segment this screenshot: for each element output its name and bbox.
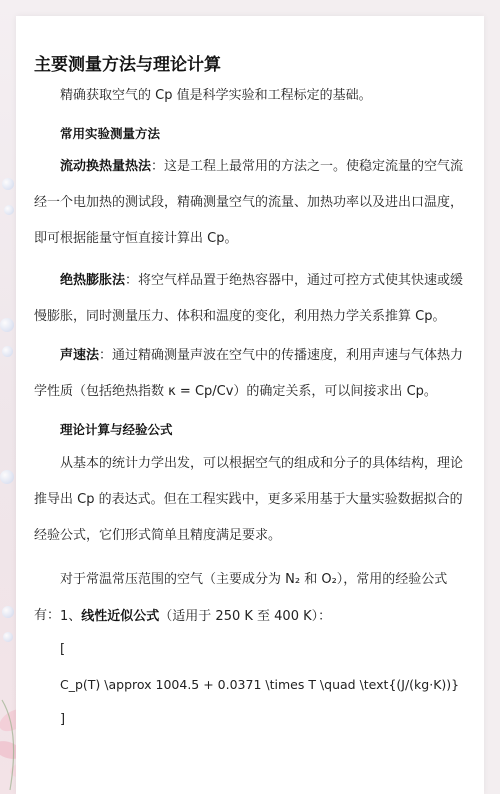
document-page <box>16 16 484 794</box>
method-name: 声速法 <box>60 348 100 363</box>
formula-intro-paragraph: 对于常温常压范围的空气（主要成分为 N₂ 和 O₂），常用的经验公式有： <box>34 572 448 623</box>
decorative-bubble <box>3 632 13 642</box>
method-name: 绝热膨胀法 <box>60 273 126 288</box>
method-paragraph <box>34 149 464 257</box>
intro-paragraph: 精确获取空气的 Cp 值是科学实验和工程标定的基础。 <box>60 88 372 103</box>
formula-range: （适用于 250 K 至 400 K）： <box>159 609 332 624</box>
bracket-open: [ <box>60 642 66 657</box>
decorative-bubble <box>2 606 14 618</box>
decorative-bubble <box>2 178 14 190</box>
formula-name: 线性近似公式 <box>81 609 160 624</box>
theory-paragraph: 从基本的统计力学出发，可以根据空气的组成和分子的具体结构，理论推导出 Cp 的表达式。但在工程实践中，更多采用基于大量实验数据拟合的经验公式，它们形式简单且精度满足要求。 <box>34 456 464 543</box>
page-title: 主要测量方法与理论计算 <box>34 55 221 75</box>
formula-list-item <box>60 605 331 624</box>
method-text: ：将空气样品置于绝热容器中，通过可控方式使其快速或缓慢膨胀，同时测量压力、体积和温度的变化，利用热力学关系推算 Cp。 <box>34 273 464 324</box>
list-number: 1、 <box>60 609 82 624</box>
section-heading-theory: 理论计算与经验公式 <box>60 422 173 437</box>
bracket-close: ] <box>60 712 66 727</box>
method-text: ：这是工程上最常用的方法之一。使稳定流量的空气流经一个电加热的测试段，精确测量空气的流量、加热功率以及进出口温度，即可根据能量守恒直接计算出 Cp。 <box>34 159 464 246</box>
decorative-bubble <box>4 205 14 215</box>
decorative-bubble <box>0 318 14 332</box>
section-heading-measurement: 常用实验测量方法 <box>60 126 161 141</box>
method-paragraph <box>34 338 464 410</box>
method-text: ：通过精确测量声波在空气中的传播速度，利用声速与气体热力学性质（包括绝热指数 κ = Cp/Cv）的确定关系，可以间接求出 Cp。 <box>34 348 464 399</box>
method-name: 流动换热量热法 <box>60 159 152 174</box>
method-paragraph <box>34 263 464 335</box>
decorative-bubble <box>0 470 14 484</box>
formula-latex: C_p(T) \approx 1004.5 + 0.0371 \times T \quad \text{(J/(kg·K))} <box>60 677 460 692</box>
decorative-bubble <box>2 346 13 357</box>
